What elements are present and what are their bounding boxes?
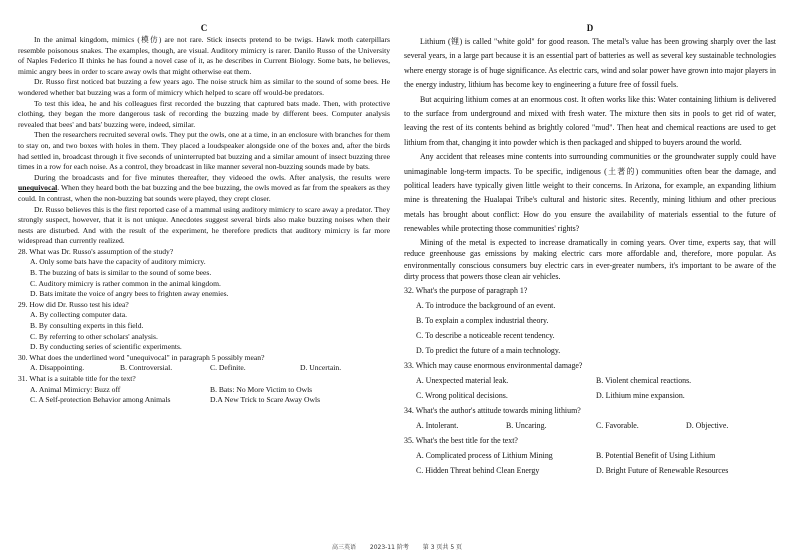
question-29-option-b[interactable]: B. By consulting experts in this field. <box>30 321 144 331</box>
footer-exam: 2023-11 阶考 <box>369 544 409 551</box>
question-32-option-b[interactable]: B. To explain a complex industrial theory. <box>416 315 549 325</box>
question-29-option-c[interactable]: C. By referring to other scholars' analysis. <box>30 331 158 341</box>
question-31-options-row-1 <box>30 385 390 396</box>
question-35-option-d[interactable]: D. Bright Future of Renewable Resources <box>596 465 729 475</box>
question-31-option-a[interactable]: A. Animal Mimicry: Buzz off <box>30 384 121 394</box>
question-29-option-d[interactable]: D. By conducting series of scientific experiments. <box>30 342 182 352</box>
question-30-options <box>30 363 390 374</box>
question-28-option-b[interactable]: B. The buzzing of bats is similar to the sound of some bees. <box>30 268 212 278</box>
question-35-option-c[interactable]: C. Hidden Threat behind Clean Energy <box>416 465 540 475</box>
passage-c-paragraph-1: In the animal kingdom, mimics (模仿) are not rare. Stick insects pretend to be twigs. Hawk moth caterpillars resemble poisonous snakes. The examples, though, are visual. Auditory mimicry is rarer. Danilo Russo of the University of Naples Federico II thinks he has found a novel case of it, as he describes in Current Biology. Some bats, he believes, mimic angry bees in order to scare away owls that might otherwise eat them. <box>18 35 390 76</box>
question-30-option-c[interactable]: C. Definite. <box>210 363 246 373</box>
question-31-options-row-2 <box>30 395 390 406</box>
question-34-option-c[interactable]: C. Favorable. <box>596 420 639 430</box>
question-31-option-d[interactable]: D.A New Trick to Scare Away Owls <box>210 395 321 405</box>
passage-c-column <box>18 22 390 406</box>
question-30-option-a[interactable]: A. Disappointing. <box>30 363 85 373</box>
question-29-option-a[interactable]: A. By collecting computer data. <box>30 310 128 320</box>
question-33-option-c[interactable]: C. Wrong political decisions. <box>416 390 508 400</box>
passage-c-paragraph-4: Then the researchers recruited several owls. They put the owls, one at a time, in an enclosure with branches for them to stay on, and two boxes with holes in them. They placed a loudspeaker alongside one of the boxes and, after the birds had settled in, broadcast through it five seconds of uninterrupted bat buzzing and a similar amount of insect buzzing three times in a row for each noise. As a control, they broadcast in like manner several non-buzzing sounds made by bats. <box>18 130 390 172</box>
footer-subject: 高三英语 <box>331 544 356 551</box>
question-33-options-row-1 <box>416 373 776 388</box>
question-35-option-b[interactable]: B. Potential Benefit of Using Lithium <box>596 450 716 460</box>
question-29: 29. How did Dr. Russo test his idea? <box>18 299 129 309</box>
question-31: 31. What is a suitable title for the text? <box>18 374 136 383</box>
question-30: 30. What does the underlined word "unequivocal" in paragraph 5 possibly mean? <box>18 352 265 362</box>
question-30-option-b[interactable]: B. Controversial. <box>120 363 173 373</box>
question-35-option-a[interactable]: A. Complicated process of Lithium Mining <box>416 450 553 460</box>
passage-c-paragraph-3: To test this idea, he and his colleagues first recorded the buzzing that captured bats made. Then, with protective clothing, they began the more dangerous task of recording the buzzing made by different bees. Computer analysis revealed that bees' and bats' buzzing were, indeed, similar. <box>18 98 390 129</box>
question-34-options <box>416 418 776 433</box>
question-32: 32. What's the purpose of paragraph 1? <box>404 285 528 295</box>
passage-d-paragraph-1: Lithium (锂) is called "white gold" for good reason. The metal's value has been growing sharply over the last several years, in a large part because it is an essential part of batteries as well as several key sustainable technologies where energy storage is of huge significance. As electric cars, wind and solar power have grown into major players in the energy industry, lithium has become key to engineering a future free of fossil fuels. <box>404 37 776 90</box>
question-33-options-row-2 <box>416 388 776 403</box>
question-32-option-a[interactable]: A. To introduce the background of an event. <box>416 300 556 310</box>
passage-d-column <box>404 22 776 478</box>
page-footer <box>0 542 794 551</box>
question-34-option-a[interactable]: A. Intolerant. <box>416 420 459 430</box>
question-28: 28. What was Dr. Russo's assumption of the study? <box>18 246 174 256</box>
passage-c-paragraph-6: Dr. Russo believes this is the first reported case of a mammal using auditory mimicry to scare away a predator. They strongly suspect, however, that it is not unique. Anecdotes suggest several birds also make buzzing noises when their nests are disturbed. And with the result of the experiment, he therefore predicts that auditory mimicry is far more widespread than currently realized. <box>18 204 390 246</box>
question-34-option-b[interactable]: B. Uncaring. <box>506 420 547 430</box>
question-31-option-b[interactable]: B. Bats: No More Victim to Owls <box>210 384 313 394</box>
question-34-option-d[interactable]: D. Objective. <box>686 420 729 430</box>
question-28-option-c[interactable]: C. Auditory mimicry is rather common in the animal kingdom. <box>30 278 221 288</box>
p5-text-before: During the broadcasts and for five minutes thereafter, they videoed the owls. After analysis, the results were <box>34 172 390 182</box>
underlined-word: unequivocal <box>18 183 58 193</box>
passage-c-paragraph-2: Dr. Russo first noticed bat buzzing a few years ago. The noise struck him as similar to the sound of some bees. He wondered whether bat buzzing was a form of mimicry which helped to scare off would-be predators. <box>18 77 390 97</box>
passage-d-paragraph-4: Mining of the metal is expected to increase dramatically in coming years. Over time, experts say, that will reduce greenhouse gas emissions by making electric cars more affordable and, therefore, more popular. As environmentally conscious consumers buy electric cars in ever-greater numbers, it's important to be aware of the dirty process that powers those clean air vehicles. <box>404 237 776 282</box>
question-35-options-row-1 <box>416 448 776 463</box>
question-32-option-d[interactable]: D. To predict the future of a main technology. <box>416 345 561 355</box>
question-28-option-d[interactable]: D. Bats imitate the voice of angry bees to frighten away enemies. <box>30 289 229 299</box>
passage-d-title: D <box>586 23 594 33</box>
p5-text-after: . When they heard both the bat buzzing and the bee buzzing, the owls moved as far from the speakers as they could. In contrast, when the non-buzzing bat sounds were played, they crept closer. <box>18 183 390 203</box>
question-31-option-c[interactable]: C. A Self-protection Behavior among Animals <box>30 395 171 405</box>
question-33: 33. Which may cause enormous environmental damage? <box>404 360 583 370</box>
passage-d-paragraph-3: Any accident that releases mine contents into surrounding communities or the groundwater supply could have unimaginable long-term impacts. To be specific, indigenous (土著的) communities often bear the damage, and political leaders have typically given little weight to their concerns. In Arizona, for example, an expanding lithium mine is threatening the Hualapai Tribe's cultural and historic sites. Recently, mining lithium and other precious metals has brought about conflict: How do you ensure the availability of materials essential to the future of renewables while protecting those communities' rights? <box>404 152 776 234</box>
question-33-option-b[interactable]: B. Violent chemical reactions. <box>596 375 692 385</box>
question-33-option-a[interactable]: A. Unexpected material leak. <box>416 375 509 385</box>
question-35: 35. What's the best title for the text? <box>404 435 518 445</box>
question-35-options-row-2 <box>416 463 776 478</box>
passage-d-paragraph-2: But acquiring lithium comes at an enormous cost. It often works like this: Water containing lithium is delivered to the surface from underground and mixed with fresh water. The mixture then sits in pools to get rid of water, leaving the rest of its contents behind as brightly colored "mud". Then heat and chemical reactions are used to get lithium from that, changing it into powder which is then packaged and shipped to buyers around the world. <box>404 94 776 147</box>
question-33-option-d[interactable]: D. Lithium mine expansion. <box>596 390 685 400</box>
footer-page-number: 第 3 页共 5 页 <box>422 544 463 551</box>
passage-c-title: C <box>200 23 208 33</box>
question-32-option-c[interactable]: C. To describe a noticeable recent tendency. <box>416 330 555 340</box>
passage-c-paragraph-5 <box>18 173 390 205</box>
question-28-option-a[interactable]: A. Only some bats have the capacity of auditory mimicry. <box>30 257 206 267</box>
question-34: 34. What's the author's attitude towards mining lithium? <box>404 405 581 415</box>
question-30-option-d[interactable]: D. Uncertain. <box>300 363 342 373</box>
